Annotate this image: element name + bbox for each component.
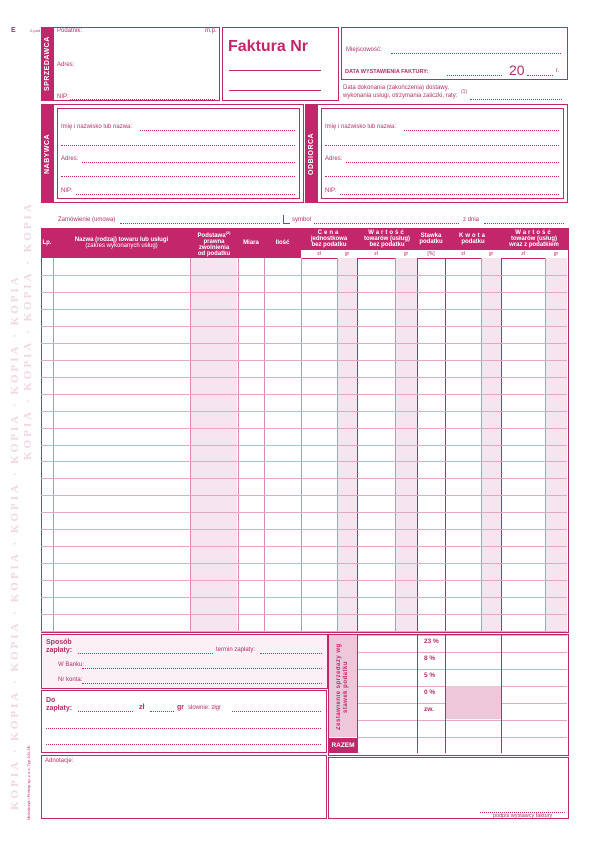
zero-rate-shade: [446, 686, 501, 719]
summary-col-line: [417, 635, 418, 753]
buyer-nip-label: NIP:: [61, 188, 73, 194]
kopia-word: KOPIA: [22, 201, 34, 253]
header-kwota: [445, 228, 501, 250]
kopia-word: KOPIA: [9, 551, 21, 603]
summary-row-line: [357, 635, 567, 636]
table-row[interactable]: [41, 495, 567, 496]
header-wartosc-3: bez podatku: [369, 242, 405, 248]
header-kwota-1: Kwota: [459, 233, 487, 239]
recipient-adres-label: Adres:: [325, 156, 343, 162]
footnote-1: (1): [461, 89, 468, 95]
unit-cena-zl: zł: [317, 251, 321, 257]
buyer-vertical-label: NABYWCA: [41, 104, 54, 203]
table-row[interactable]: [41, 360, 567, 361]
adnotacje-box: [41, 755, 327, 819]
data-wystawienia-field[interactable]: [447, 75, 502, 76]
recipient-nip-label: NIP:: [325, 188, 337, 194]
header-podstawa-note: (2): [225, 229, 231, 235]
do-zaplaty-label: zapłaty:: [46, 705, 73, 712]
kopia-word: KOPIA: [9, 412, 21, 464]
header-podstawa-2: prawna: [203, 238, 225, 245]
termin-label: termin zapłaty:: [216, 647, 256, 653]
slownie-label: słownie: złgr: [188, 705, 222, 711]
summary-row-line: [357, 669, 567, 670]
table-row[interactable]: [41, 411, 567, 412]
unit-stawka-pct: [%]: [427, 251, 435, 257]
table-row[interactable]: [41, 275, 567, 276]
header-stawka-2: podatku: [419, 239, 443, 245]
sposob-field[interactable]: [78, 653, 213, 654]
signature-box: [328, 757, 569, 819]
header-cena-3: bez podatku: [311, 242, 347, 248]
summary-rate-label: 23 %: [424, 638, 439, 645]
header-cena: [301, 228, 357, 250]
header-nazwa-2: (zakres wykonanych usług): [85, 243, 158, 249]
order-symbol-field[interactable]: [314, 223, 459, 224]
header-ilosc: Ilość: [264, 228, 301, 258]
invoice-number-line-2[interactable]: [229, 90, 321, 91]
bank-field[interactable]: [82, 668, 322, 669]
order-label: Zamówienie (umowa): [58, 217, 116, 223]
kopia-word: KOPIA: [9, 758, 21, 810]
table-row[interactable]: [41, 428, 567, 429]
header-wartosc-brutto-2: towarów (usług): [511, 236, 557, 242]
header-nazwa: [53, 228, 190, 258]
data-wystawienia-label: DATA WYSTAWIENIA FAKTURY:: [345, 69, 429, 75]
buyer-nip-field[interactable]: [76, 194, 295, 195]
summary-col-line: [501, 635, 502, 753]
table-row[interactable]: [41, 326, 567, 327]
table-row[interactable]: [41, 546, 567, 547]
table-row[interactable]: [41, 614, 567, 615]
header-nazwa-1: Nazwa (rodzaj) towaru lub usługi: [74, 237, 169, 243]
order-z-dnia-field[interactable]: [484, 223, 564, 224]
buyer-name-label: Imię i nazwisko lub nazwa:: [61, 124, 133, 130]
recipient-vertical-label: ODBIORCA: [305, 104, 318, 203]
seller-nip-line[interactable]: [70, 99, 215, 100]
side-line-1: Michalczyk i Prokop sp. z o.o.: [26, 767, 31, 820]
kopia-word: KOPIA: [9, 620, 21, 672]
unit-cena-gr: gr: [344, 251, 350, 257]
kopia-word: KOPIA: [22, 339, 34, 391]
do-label: Do: [46, 697, 56, 704]
slownie-field-3[interactable]: [46, 744, 321, 745]
buyer-name-field-2[interactable]: [61, 145, 295, 146]
kopia-word: KOPIA: [9, 274, 21, 326]
header-stawka: [417, 228, 445, 250]
summary-row-line: [357, 720, 567, 721]
summary-rate-label: 5 %: [424, 672, 436, 679]
kopia-word: KOPIA: [9, 689, 21, 741]
miejscowosc-field[interactable]: [391, 53, 561, 54]
order-symbol-label: symbol: [292, 217, 312, 223]
data-dokonania-label-1: Data dokonania (zakończenia) dostawy,: [343, 85, 449, 91]
sposob-label: Sposób: [46, 639, 72, 646]
order-bracket: [283, 215, 290, 224]
unit-kwota-zl: zł: [461, 251, 465, 257]
unit-wartosc-gr: gr: [403, 251, 409, 257]
seller-mp-label: m.p.: [205, 28, 217, 34]
unit-wartosc-zl: zł: [374, 251, 378, 257]
recipient-name-label: Imię i nazwisko lub nazwa:: [325, 124, 397, 130]
header-wartosc-brutto-1: Wartość: [515, 230, 553, 236]
summary-vertical-label: Zestawienie sprzedaży wg stawek podatku: [336, 643, 349, 731]
table-row[interactable]: [41, 394, 567, 395]
do-zaplaty-gr: gr: [177, 704, 184, 711]
data-dokonania-field[interactable]: [470, 99, 562, 100]
header-wartosc-brutto-3: wraz z podatkiem: [509, 242, 559, 248]
side-line-2: Typ 101-3E: [26, 745, 31, 767]
header-podstawa-3: zwolnienia: [198, 244, 230, 251]
kopia-word: KOPIA: [9, 482, 21, 534]
header-podstawa-4: od podatku: [197, 250, 231, 257]
buyer-name-field[interactable]: [140, 130, 295, 131]
table-row[interactable]: [41, 631, 567, 632]
recipient-inner-box: [321, 108, 564, 199]
adnotacje-label: Adnotacje:: [45, 758, 74, 764]
table-row[interactable]: [41, 461, 567, 462]
table-row[interactable]: [41, 377, 567, 378]
table-row[interactable]: [41, 292, 567, 293]
seller-vertical-label: SPRZEDAWCA: [41, 27, 54, 101]
summary-rate-label: 8 %: [424, 655, 436, 662]
year-field[interactable]: [527, 75, 553, 76]
header-miara: Miara: [238, 228, 264, 258]
header-wartosc-1: Wartość: [368, 230, 406, 236]
summary-col-line: [357, 635, 358, 753]
form-code-small: 2-pod: [30, 28, 41, 33]
recipient-nip-field[interactable]: [340, 194, 559, 195]
kopia-word: KOPIA: [9, 343, 21, 395]
kopia-watermark-left: KOPIA · KOPIA · KOPIA · KOPIA · KOPIA · KOPIA · KOPIA · KOPIA: [9, 274, 21, 810]
recipient-name-field-2[interactable]: [325, 145, 559, 146]
table-row[interactable]: [41, 597, 567, 598]
razem-label: RAZEM: [331, 742, 355, 749]
buyer-adres-field[interactable]: [82, 162, 295, 163]
seller-nip-label: NIP:: [57, 94, 69, 100]
form-code-letter: E: [11, 27, 16, 34]
year-suffix: r.: [556, 68, 560, 74]
kopia-word: KOPIA: [22, 270, 34, 322]
header-lp: Lp.: [41, 228, 53, 258]
header-wartosc: [357, 228, 417, 250]
slownie-field[interactable]: [232, 711, 321, 712]
table-row[interactable]: [41, 478, 567, 479]
buyer-inner-box: [57, 108, 300, 199]
header-cena-2: jednostkowa: [310, 236, 348, 242]
summary-rate-label: zw.: [424, 706, 434, 713]
table-row[interactable]: [41, 563, 567, 564]
table-row[interactable]: [41, 343, 567, 344]
header-podstawa: [190, 228, 238, 258]
order-field[interactable]: [120, 223, 280, 224]
buyer-adres-field-2[interactable]: [61, 176, 295, 177]
slownie-field-2[interactable]: [46, 728, 321, 729]
invoice-title: Faktura Nr: [228, 38, 309, 55]
unit-kwota-gr: gr: [488, 251, 494, 257]
table-row[interactable]: [41, 529, 567, 530]
header-wartosc-2: towarów (usług): [364, 236, 410, 242]
unit-brutto-gr: gr: [553, 251, 559, 257]
summary-row-line: [357, 737, 567, 738]
zaplaty-label: zapłaty:: [46, 647, 73, 654]
header-cena-1: Cena: [317, 230, 341, 236]
data-dokonania-label-2: wykonania usługi, otrzymania zaliczki, raty:: [343, 93, 458, 99]
table-row[interactable]: [41, 580, 567, 581]
year-prefix: 20: [509, 62, 525, 78]
header-kwota-2: podatku: [461, 239, 485, 245]
seller-podatnik-label: Podatnik:: [57, 28, 83, 34]
seller-adres-label: Adres:: [57, 62, 75, 68]
kwota-gr-field[interactable]: [150, 711, 174, 712]
side-small-print: [26, 620, 31, 820]
termin-field[interactable]: [260, 653, 322, 654]
konto-label: Nr konta:: [58, 677, 83, 683]
miejscowosc-label: Miejscowość:: [346, 47, 382, 53]
invoice-number-line-1[interactable]: [229, 70, 321, 71]
table-row[interactable]: [41, 445, 567, 446]
kopia-word: KOPIA: [22, 408, 34, 460]
konto-field[interactable]: [82, 683, 322, 684]
razem-cell: [329, 738, 357, 753]
recipient-adres-field-2[interactable]: [325, 176, 559, 177]
summary-row-line: [357, 652, 567, 653]
bank-label: W Banku:: [58, 662, 85, 668]
payment-box: [41, 634, 328, 689]
do-zaplaty-zl: zł: [139, 704, 145, 711]
table-row[interactable]: [41, 309, 567, 310]
signature-label: podpis wystawcy faktury: [493, 813, 553, 819]
buyer-adres-label: Adres:: [61, 156, 79, 162]
recipient-adres-field[interactable]: [346, 162, 559, 163]
kwota-zl-field[interactable]: [78, 711, 133, 712]
kopia-watermark-right: KOPIA · KOPIA · KOPIA · KOPIA: [22, 201, 34, 460]
header-podstawa-1: [198, 230, 231, 239]
header-podstawa-1-text: Podstawa: [197, 232, 226, 239]
unit-brutto-zl: zł: [521, 251, 525, 257]
table-row[interactable]: [41, 512, 567, 513]
header-stawka-1: Stawka: [420, 233, 442, 239]
order-z-dnia-label: z dnia: [463, 217, 480, 223]
summary-rate-label: 0 %: [424, 689, 436, 696]
recipient-name-field[interactable]: [404, 130, 559, 131]
header-wartosc-brutto: [501, 228, 567, 250]
